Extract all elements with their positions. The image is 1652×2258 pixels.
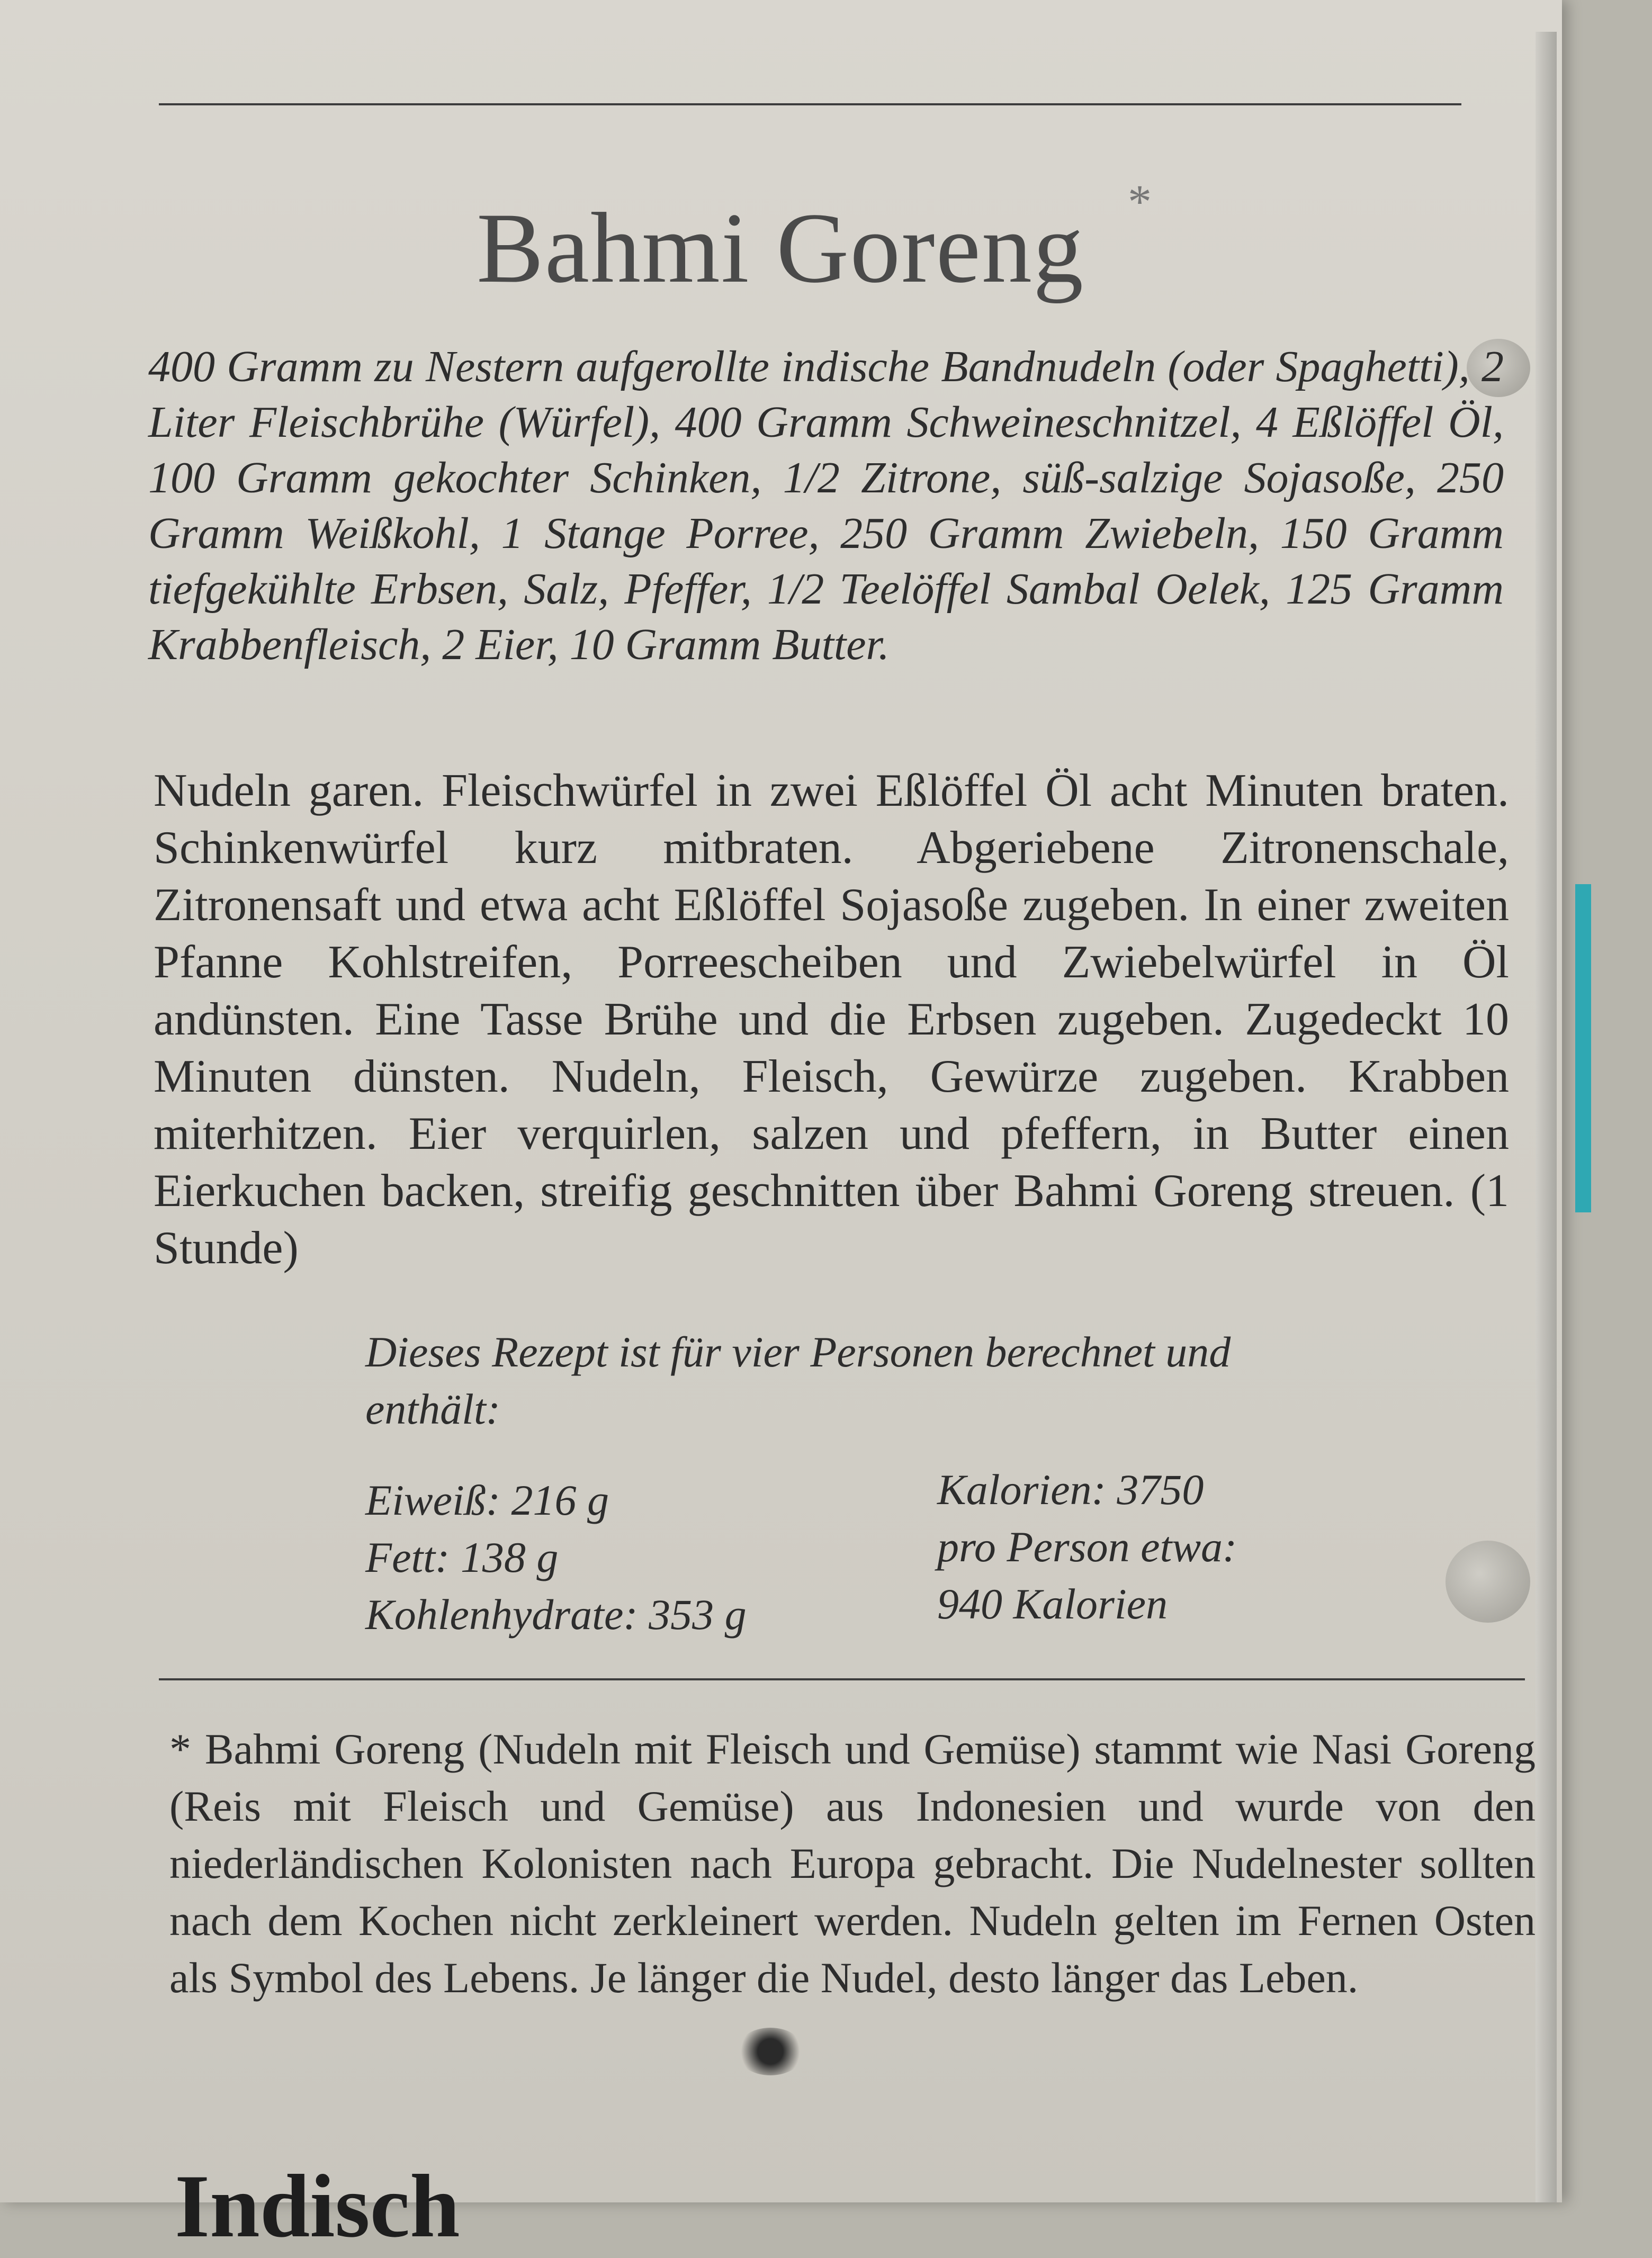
title-footnote-mark: *: [1128, 176, 1152, 228]
nutrition-left: [365, 1472, 895, 1643]
per-person-label: pro Person etwa:: [937, 1523, 1237, 1571]
preparation-instructions: Nudeln garen. Fleischwürfel in zwei Eßlöffel Öl acht Minuten braten. Schinkenwürfel kurz mitbraten. Abgeriebene Zitronenschale, Zitronensaft und etwa acht Eßlöffel Sojasoße zugeben. In einer zweiten Pfanne Kohlstreifen, Porreescheiben und Zwiebelwürfel in Öl andünsten. Eine Tasse Brühe und die Erbsen zugeben. Zugedeckt 10 Minuten dünsten. Nudeln, Fleisch, Gewürze zugeben. Krabben miterhitzen. Eier verquirlen, salzen und pfeffern, in Butter einen Eierkuchen backen, streifig geschnitten über Bahmi Goreng streuen. (1 Stunde): [154, 765, 1509, 1274]
divider-tab: [1575, 884, 1591, 1212]
fat-value: Fett: 138 g: [365, 1533, 559, 1581]
carbs-value: Kohlenhydrate: 353 g: [365, 1590, 747, 1639]
page-edge: [1536, 32, 1557, 2202]
recipe-title: Bahmi Goreng: [477, 193, 1084, 304]
calories-total: Kalorien: 3750: [937, 1465, 1204, 1514]
footnote: * Bahmi Goreng (Nudeln mit Fleisch und Gemüse) stammt wie Nasi Goreng (Reis mit Fleisch und Gemüse) aus Indonesien und wurde von den niederländischen Kolonisten nach Europa gebracht. Die Nudelnester sollten nach dem Kochen nicht zerkleinert werden. Nudeln gelten im Fernen Osten als Symbol des Lebens. Je länger die Nudel, desto länger das Leben.: [169, 1725, 1536, 2002]
protein-value: Eiweiß: 216 g: [365, 1476, 609, 1524]
footnote-divider: [159, 1678, 1525, 1680]
servings-info: Dieses Rezept ist für vier Personen berechnet und enthält:: [365, 1328, 1231, 1433]
next-recipe-heading: Indisch: [175, 2156, 460, 2256]
ingredients-list: 400 Gramm zu Nestern aufgerollte indische Bandnudeln (oder Spaghetti), 2 Liter Fleischbrühe (Würfel), 400 Gramm Schweineschnitzel, 4 Eßlöffel Öl, 100 Gramm gekochter Schinken, 1/2 Zitrone, süß-salzige Sojasoße, 250 Gramm Weißkohl, 1 Stange Porree, 250 Gramm Zwiebeln, 150 Gramm tiefgekühlte Erbsen, Salz, Pfeffer, 1/2 Teelöffel Sambal Oelek, 125 Gramm Krabbenfleisch, 2 Eier, 10 Gramm Butter.: [148, 342, 1504, 669]
top-divider: [159, 103, 1461, 105]
ink-stain: [736, 2028, 805, 2075]
nutrition-right: [937, 1461, 1467, 1633]
per-person-calories: 940 Kalorien: [937, 1580, 1168, 1628]
